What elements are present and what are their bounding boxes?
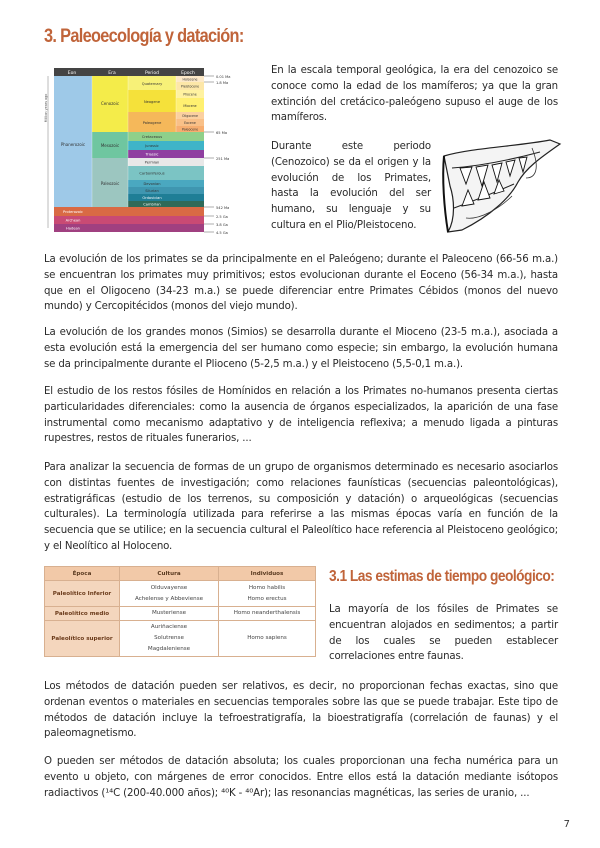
cell-cultura: Auriñaciense Solutrense Magdaleniense <box>120 621 219 657</box>
geo-epoch-miocene: Miocene <box>183 104 197 108</box>
paragraph-primate-origin: Durante este periodo (Cenozoico) se da el origen y la evolución de los Primates, hasta la evolución del ser humano, su lenguaje y su cultura en el Plio/Pleistoceno. <box>271 141 431 231</box>
geo-date-mesozoic: 251 Ma <box>216 157 230 161</box>
cell-epoca: Paleolítico Inferior <box>45 581 120 607</box>
geo-date-hadean: 4.5 Ga <box>216 231 228 235</box>
geo-period-triassic: Triassic <box>145 152 159 157</box>
geo-epoch-eocene: Eocene <box>184 121 196 125</box>
geo-period-permian: Permian <box>144 160 160 165</box>
cell-individuos: Homo sapiens <box>219 621 316 657</box>
geo-date-cenozoic: 65 Ma <box>216 131 228 135</box>
geo-date-pleistocene: 1.8 Ma <box>216 81 229 85</box>
geo-period-quaternary: Quaternary <box>141 82 163 86</box>
geo-period-silurian: Silurian <box>145 189 159 193</box>
paragraph-hominid-fossils: El estudio de los restos fósiles de Homínidos en relación a los Primates no-humanos presenta ciertas particularidades diferenciales: como la ausencia de órganos especializados, la aparición de una fase instrumental como mecanismo adaptativo y de inteligencia reflexiva; a menudo ligada a pinturas rupestres, restos de rituales funerarios, ... <box>44 386 558 445</box>
geo-date-paleozoic: 542 Ma <box>216 206 230 210</box>
table-row <box>45 621 316 657</box>
geo-header-eon: Eon <box>67 71 77 76</box>
geo-epoch-pleistocene: Pleistocene <box>180 84 200 89</box>
section-subtitle: 3.1 Las estimas de tiempo geológico: <box>329 568 555 585</box>
geo-era-cenozoic: Cenozoic <box>100 101 120 106</box>
table-header-row <box>45 567 316 581</box>
primate-teeth-illustration <box>440 138 564 238</box>
header-individuos: Individuos <box>219 567 316 581</box>
geo-era-paleozoic: Paleozoic <box>100 181 120 186</box>
geo-period-jurassic: Jurassic <box>145 144 159 148</box>
geo-header-epoch: Epoch <box>181 71 195 76</box>
geo-period-carboniferous: Carboniferous <box>139 171 165 176</box>
geo-eon-proterozoic: Proterozoic <box>63 210 83 214</box>
page-title: 3. Paleoecología y datación: <box>44 26 244 47</box>
paragraph-relative-dating: Los métodos de datación pueden ser relativos, es decir, no proporcionan fechas exactas, sino que ordenan eventos o materiales en secuencias temporales sobre las que se puede trabajar. Este tipo de métodos de datación incluye la tefroestratigrafía, la bioestratigrafía (correlación de faunas) y el paleomagnetismo. <box>44 681 558 740</box>
geo-period-neogene: Neogene <box>143 100 161 104</box>
geo-period-paleogene: Paleogene <box>142 121 162 125</box>
cell-individuos: Homo habilis Homo erectus <box>219 581 316 607</box>
geo-header-era: Era <box>108 71 116 76</box>
geo-epoch-oligocene: Oligocene <box>182 114 198 118</box>
cell-epoca: Paleolítico superior <box>45 621 120 657</box>
paragraph-research-sources: Para analizar la secuencia de formas de un grupo de organismos determinado es necesario asociarlos con distintas fuentes de investigación; como relaciones faunísticas (secuencias paleontológicas), estratigráficas (estudio de los terrenos, su composición y datación) o arqueológicas (secuencias culturales). La terminología utilizada para referirse a las mismas épocas varía en función de la secuencia que se utilice; en la secuencia cultural el Paleolítico hace referencia al Pleistoceno geológico; y el Neolítico al Holoceno. <box>44 462 558 552</box>
cell-individuos: Homo neanderthalensis <box>219 607 316 621</box>
geo-period-cambrian: Cambrian <box>143 202 161 207</box>
page-number: 7 <box>563 819 570 830</box>
header-epoca: Época <box>45 567 120 581</box>
geo-period-cretaceous: Cretaceous <box>141 135 163 139</box>
geo-period-ordovician: Ordovician <box>142 196 162 200</box>
table-row <box>45 581 316 607</box>
geo-header-period: Period <box>144 71 160 76</box>
geo-eon-hadean: Hadean <box>66 226 80 231</box>
paragraph-cenozoic-intro: En la escala temporal geológica, la era del cenozoico se conoce como la edad de los mamíferos; ya que la gran extinción del cretácico-paleógeno supuso el auge de los mamíferos. <box>271 65 558 124</box>
geo-eon-archean: Archean <box>65 218 81 223</box>
table-row <box>45 607 316 621</box>
geo-epoch-pliocene: Pliocene <box>183 92 197 97</box>
paleolithic-culture-table <box>44 566 316 657</box>
paragraph-absolute-dating: O pueden ser métodos de datación absoluta; los cuales proporcionan una fecha numérica para un evento u objeto, con márgenes de error conocidos. Entre ellos está la datación mediante isótopos radiactivos (¹⁴C (200-40.000 años); ⁴⁰K - ⁴⁰Ar); las resonancias magnéticas, las series de uranio, ... <box>44 756 558 799</box>
cell-epoca: Paleolítico medio <box>45 607 120 621</box>
geo-period-devonian: Devonian <box>143 182 161 186</box>
paragraph-miocene-apes: La evolución de los grandes monos (Simios) se desarrolla durante el Mioceno (23-5 m.a.), asociada a esta evolución está la emergencia del ser humano como especie; sin embargo, la evolución humana se da principalmente durante el Plioceno (5-2,5 m.a.) y el Pleistoceno (5,5-0,1 m.a.). <box>44 327 558 370</box>
cell-cultura: Musteriense <box>120 607 219 621</box>
cell-cultura: Olduvayense Achelense y Abbeviense <box>120 581 219 607</box>
geo-date-archean: 3.8 Ga <box>216 223 228 227</box>
geo-side-label: Million years ago <box>44 93 48 123</box>
geo-eon-phanerozoic: Phanerozoic <box>60 142 86 147</box>
header-cultura: Cultura <box>120 567 219 581</box>
geologic-time-scale <box>44 68 262 236</box>
geo-epoch-holocene: Holocene <box>182 77 198 82</box>
paragraph-paleogene-evolution: La evolución de los primates se da principalmente en el Paleógeno; durante el Paleoceno (66-56 m.a.) se encuentran los primates muy primitivos; estos evolucionan durante el Eoceno (56-34 m.a.), hasta que en el Oligoceno (34-23 m.a.) se puede diferenciar entre Primates Cébidos (monos del nuevo mundo) y Cercopitécidos (monos del viejo mundo). <box>44 254 558 313</box>
geo-date-holocene: 0.01 Ma <box>216 75 231 79</box>
paragraph-sediments: La mayoría de los fósiles de Primates se encuentran alojados en sedimentos; a partir de los cuales se pueden establecer correlaciones entre faunas. <box>329 604 558 663</box>
geo-era-mesozoic: Mesozoic <box>100 143 120 148</box>
geo-date-proterozoic: 2.5 Ga <box>216 215 228 219</box>
geo-epoch-paleocene: Paleocene <box>181 127 199 132</box>
